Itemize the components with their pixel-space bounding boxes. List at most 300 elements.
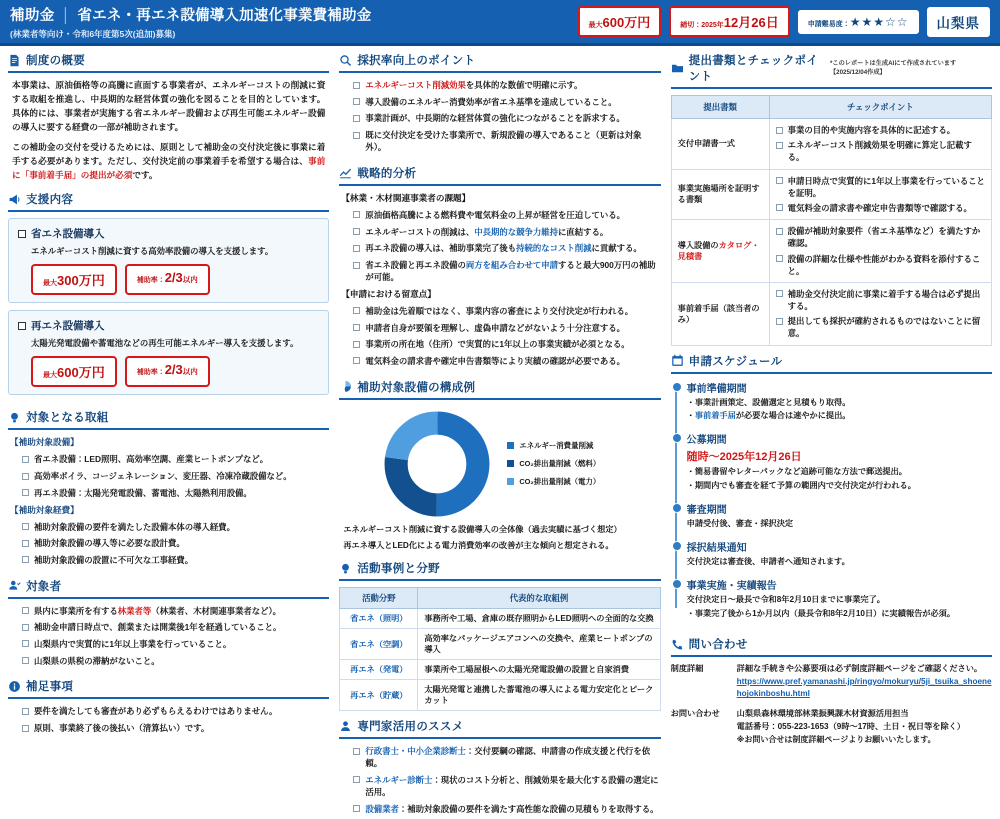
list-item xyxy=(353,803,660,815)
group-label-challenges: 【林業・木材関連事業者の課題】 xyxy=(341,192,471,203)
list-item-text: 山梨県の県税の滞納がないこと。 xyxy=(34,655,160,666)
cell-document-name: 事業実施場所を証明する書類 xyxy=(671,169,769,220)
checkbox-icon xyxy=(18,230,26,238)
cell-document-name: 事前着手届（該当者のみ） xyxy=(671,282,769,345)
list-item xyxy=(22,655,329,667)
overview-p2-highlight: 事前に「事前着手届」の提出が必須 xyxy=(12,155,326,180)
support-item-energy-saving xyxy=(8,218,329,303)
checkbox-icon xyxy=(776,228,783,235)
donut-svg xyxy=(383,410,491,518)
legend-swatch xyxy=(507,442,514,449)
section-title: 補助対象設備の構成例 xyxy=(357,381,476,394)
support-item-title: 再エネ設備導入 xyxy=(31,320,105,333)
list-item-text: 原則、事業終了後の後払い（清算払い）です。 xyxy=(34,723,210,734)
deadline-badge xyxy=(669,6,790,37)
list-item xyxy=(353,774,660,798)
lightbulb-icon xyxy=(8,411,21,424)
text-highlight: エネルギーコスト削減効果 xyxy=(365,80,466,90)
text-post: を具体的な数値で明確に示す。 xyxy=(465,80,583,90)
section-title: 対象者 xyxy=(26,580,62,593)
legend-label: CO₂排出量削減（燃料） xyxy=(519,459,601,469)
pill-value: 300万円 xyxy=(57,273,105,289)
middle-column xyxy=(339,52,660,814)
text-pre: 省エネ設備と再エネ設備の xyxy=(365,260,466,270)
overview-p2-lead: この補助金の交付を受けるためには、原則として補助金の交付決定後に事業に着手する必要があります。ただし、交付決定前の事業着手を希望する場合は、 xyxy=(12,141,326,166)
overview-p2-tail: です。 xyxy=(132,169,158,180)
cell-document-name xyxy=(671,220,769,283)
checkbox-icon xyxy=(776,255,783,262)
list-item-text: 山梨県内で実質的に1年以上事業を行っていること。 xyxy=(34,638,232,649)
checkbox-icon xyxy=(776,318,783,325)
content-columns xyxy=(0,46,1000,814)
cell-field: 再エネ（貯蔵） xyxy=(340,680,418,711)
text-post: に直結する。 xyxy=(557,226,609,237)
list-item-text: 申請者自身が要領を理解し、虚偽申請などがないよう十分注意する。 xyxy=(365,322,625,333)
eligible-equipment-list xyxy=(8,453,329,499)
group-label-expenses: 【補助対象経費】 xyxy=(10,504,79,515)
list-item-text: 補助対象設備の導入等に必要な設計費。 xyxy=(34,538,185,549)
program-detail-link[interactable]: https://www.pref.yamanashi.jp/ringyo/mokuryu/5ji_tsuika_shoenehojokinboshu.html xyxy=(736,676,992,699)
list-item-text: 補助対象設備の設置に不可欠な工事経費。 xyxy=(34,554,194,565)
checkbox-icon xyxy=(776,204,783,211)
list-item-text: 要件を満たしても審査があり必ずもらえるわけではありません。 xyxy=(34,706,278,717)
list-item xyxy=(22,470,329,482)
column-header-field: 活動分野 xyxy=(340,588,418,609)
group-label-notes: 【申請における留意点】 xyxy=(341,288,436,299)
text-post: すると最大900万円の補助が可能。 xyxy=(365,260,656,283)
experts-list xyxy=(339,745,660,815)
section-targets xyxy=(8,578,329,672)
column-header-checkpoint: チェックポイント xyxy=(769,96,991,119)
text-pre: 県内に事業所を有する xyxy=(34,605,118,616)
checkpoint-text: 設備が補助対象要件（省エネ基準など）を満たすか確認。 xyxy=(787,226,981,249)
checkbox-icon xyxy=(22,624,29,631)
pill-label: 最大 xyxy=(43,372,57,380)
left-column xyxy=(8,52,329,734)
deadline-value: 12月26日 xyxy=(723,15,779,30)
text-post: （林業者、木材関連事業者など）。 xyxy=(151,605,282,616)
checkbox-icon xyxy=(22,708,29,715)
checkbox-icon xyxy=(22,725,29,732)
list-item-text: 補助金申請日時点で、創業または開業後1年を経過していること。 xyxy=(34,622,282,633)
support-item-desc: エネルギーコスト削減に資する高効率設備の導入を支援します。 xyxy=(31,246,274,257)
legend-label: CO₂排出量削減（電力） xyxy=(519,477,601,487)
page-title: 省エネ・再エネ設備導入加速化事業費補助金 xyxy=(77,7,372,24)
calendar-icon xyxy=(671,354,684,367)
list-item xyxy=(22,537,329,549)
checkbox-icon xyxy=(353,805,360,812)
checkbox-icon xyxy=(22,540,29,547)
checkbox-icon xyxy=(776,177,783,184)
list-item-text xyxy=(365,745,660,769)
list-item xyxy=(353,79,660,91)
text-highlight: カタログ・見積書 xyxy=(677,241,760,261)
supplement-list xyxy=(8,705,329,734)
checkbox-icon xyxy=(18,322,26,330)
timeline-line: 交付決定日〜最長で令和8年2月10日までに事業完了。 xyxy=(686,595,885,605)
ai-generated-note: *このレポートは生成AIにて作成されています【2025/12/04作成】 xyxy=(829,60,957,76)
list-item-text xyxy=(365,803,660,815)
contact-row-inquiry xyxy=(671,708,992,746)
max-amount-badge xyxy=(578,6,662,37)
cell-field: 省エネ（空調） xyxy=(340,629,418,660)
list-item xyxy=(22,705,329,717)
table-header-row xyxy=(340,588,660,609)
checkbox-icon xyxy=(353,98,360,105)
timeline-line: ・事業完了後から1か月以内（最長令和8年2月10日）に実績報告が必須。 xyxy=(686,608,956,618)
checkpoint-text: エネルギーコスト削減効果を明確に算定し記載する。 xyxy=(787,140,972,163)
contact-label: 制度詳細 xyxy=(670,664,704,673)
timeline-item-application-period xyxy=(687,431,992,492)
list-item xyxy=(22,722,329,734)
text-post: ：補助対象設備の要件を満たす高性能な設備の見積もりを取得する。 xyxy=(398,803,659,814)
difficulty-badge xyxy=(798,10,919,34)
section-experts xyxy=(339,718,660,819)
support-rate-pill xyxy=(125,356,210,387)
checkpoint-text: 事業の目的や実施内容を具体的に記述する。 xyxy=(787,125,956,135)
legend-item xyxy=(507,440,600,451)
checkbox-icon xyxy=(353,132,360,139)
checkpoint-item xyxy=(776,175,985,199)
timeline-item-result-notice xyxy=(687,539,992,568)
list-item-text: 再エネ設備：太陽光発電設備、蓄電池、太陽熱利用設備。 xyxy=(34,487,252,498)
checkpoint-text: 電気料金の請求書や確定申告書類等で確認する。 xyxy=(787,202,972,213)
cell-checkpoints xyxy=(769,282,991,345)
contact-value xyxy=(737,663,992,701)
section-strategy xyxy=(339,165,660,372)
section-title: 問い合わせ xyxy=(688,639,748,651)
table-row xyxy=(671,282,991,345)
checkbox-icon xyxy=(353,324,360,331)
list-item-text: 補助金は先着順ではなく、事業内容の審査により交付決定が行われる。 xyxy=(365,305,634,316)
timeline-line: 申請受付後、審査・採択決定 xyxy=(686,518,794,528)
section-title: 活動事例と分野 xyxy=(357,563,440,576)
checkbox-icon xyxy=(353,341,360,348)
section-title: 補足事項 xyxy=(26,681,74,694)
text-highlight: 林業者等 xyxy=(117,605,152,616)
list-item xyxy=(353,242,660,254)
text-highlight: 行政書士・中小企業診断士 xyxy=(365,746,466,757)
checkbox-icon xyxy=(353,776,360,783)
checkpoint-item xyxy=(776,288,985,312)
section-documents xyxy=(671,52,992,346)
page-header xyxy=(0,0,1000,46)
checkpoint-item xyxy=(776,253,985,277)
timeline-line: ・簡易書留やレターパックなど追跡可能な方法で郵送提出。 xyxy=(686,467,907,477)
checkbox-icon xyxy=(22,657,29,664)
table-row xyxy=(671,169,991,220)
list-item-text: 補助対象設備の要件を満たした設備本体の導入経費。 xyxy=(34,521,235,532)
activities-table xyxy=(339,587,660,711)
text-highlight: 設備業者 xyxy=(365,803,399,814)
list-item-text xyxy=(365,242,660,254)
pill-label: 補助率： xyxy=(136,369,165,377)
pie-chart-icon xyxy=(339,380,352,393)
list-item-text: 事業所の所在地（住所）で実質的に1年以上の事業実績が必須となる。 xyxy=(365,339,630,350)
cell-example: 高効率なパッケージエアコンへの交換や、産業ヒートポンプの導入 xyxy=(418,629,660,660)
targets-list xyxy=(8,605,329,667)
section-title: 制度の概要 xyxy=(26,55,85,67)
lightbulb-icon xyxy=(339,562,352,575)
list-item xyxy=(353,112,660,124)
adoption-points-list xyxy=(339,79,660,153)
pill-value: 600万円 xyxy=(57,365,105,381)
timeline-item-implementation xyxy=(687,577,992,620)
contact-organization: 山梨県森林環境部林業振興課木材資源活用担当 xyxy=(736,709,909,719)
overview-paragraph-1: 本事業は、原油価格等の高騰に直面する事業者が、エネルギーコストの削減に資する取組を推進し、中長期的な経営体質の強化を図ることを目的としています。具体的には、事業者が実施する省エネルギー設備および再生可能エネルギー設備の導入に要する経費の一部が補助されます。 xyxy=(12,80,326,132)
checkpoint-item xyxy=(776,139,985,163)
checkpoint-item xyxy=(776,225,985,249)
section-adoption-points xyxy=(339,52,660,158)
text-pre: 再エネ設備の導入は、補助事業完了後も xyxy=(365,243,517,254)
list-item-text xyxy=(365,79,660,91)
checkbox-icon xyxy=(22,607,29,614)
table-row xyxy=(671,119,991,170)
phone-icon xyxy=(671,638,684,651)
checkbox-icon xyxy=(353,357,360,364)
support-item-desc: 太陽光発電設備や蓄電池などの再生可能エネルギー導入を支援します。 xyxy=(31,338,299,349)
donut-slice-2 xyxy=(396,423,478,505)
person-icon xyxy=(8,579,21,592)
text-post: に貢献する。 xyxy=(591,243,642,254)
section-supplement xyxy=(8,678,329,738)
list-item xyxy=(353,322,660,334)
support-max-pill xyxy=(31,264,117,295)
contact-description: 詳細な手続きや公募要項は必ず制度詳細ページをご確認ください。 xyxy=(736,664,983,673)
chart-note-line-2: 再エネ導入とLED化による電力消費効率の改善が主な傾向と想定される。 xyxy=(343,541,614,551)
section-composition-chart xyxy=(339,379,660,553)
cell-example: 事務所や工場、倉庫の既存照明からLED照明への全面的な交換 xyxy=(418,609,660,629)
max-amount-value: 600万円 xyxy=(602,15,651,30)
list-item xyxy=(22,621,329,633)
timeline-item-review xyxy=(687,501,992,530)
section-support xyxy=(8,191,329,402)
list-item-text xyxy=(365,226,660,238)
checkbox-icon xyxy=(353,228,360,235)
contact-row-details xyxy=(671,663,992,701)
checkpoint-item xyxy=(776,124,985,136)
text-post: ：現状のコスト分析と、削減効果を最大化する設備の選定に活用。 xyxy=(365,774,659,798)
list-item-text: 導入設備のエネルギー消費効率が省エネ基準を達成していること。 xyxy=(365,96,617,107)
cell-checkpoints xyxy=(769,169,991,220)
list-item-text: 省エネ設備：LED照明、高効率空調、産業ヒートポンプなど。 xyxy=(34,454,269,465)
checkpoint-item xyxy=(776,315,985,339)
subsidy-kind-label: 補助金 xyxy=(10,7,55,24)
checkbox-icon xyxy=(22,640,29,647)
checkpoint-text: 設備の詳細な仕様や性能がわかる資料を添付すること。 xyxy=(787,253,981,276)
checkbox-icon xyxy=(22,556,29,563)
contact-telephone: 電話番号：055-223-1653（9時〜17時、土日・祝日等を除く） xyxy=(736,721,966,731)
checkbox-icon xyxy=(353,82,360,89)
list-item xyxy=(22,605,329,617)
group-label-equipment: 【補助対象設備】 xyxy=(10,437,79,448)
eligible-expenses-list xyxy=(8,521,329,567)
section-title: 戦略的分析 xyxy=(357,167,417,180)
legend-swatch xyxy=(507,478,514,485)
timeline-line: 交付決定は審査後、申請者へ通知されます。 xyxy=(686,557,850,567)
section-overview xyxy=(8,52,329,184)
timeline-period: 随時〜2025年12月26日 xyxy=(686,451,802,464)
pill-value: 2/3 xyxy=(164,362,183,378)
document-icon xyxy=(8,54,21,67)
section-title: 提出書類とチェックポイント xyxy=(688,55,819,83)
cell-example: 太陽光発電と連携した蓄電池の導入による電力安定化とピークカット xyxy=(418,680,660,711)
checkbox-icon xyxy=(353,245,360,252)
support-item-title: 省エネ設備導入 xyxy=(31,228,105,241)
documents-table xyxy=(671,95,992,346)
table-row xyxy=(340,660,660,680)
list-item xyxy=(22,521,329,533)
list-item-text: 電気料金の請求書や確定申告書類等により実績の確認が必要である。 xyxy=(365,355,625,366)
checkbox-icon xyxy=(353,115,360,122)
list-item xyxy=(22,487,329,499)
list-item xyxy=(22,453,329,465)
table-row xyxy=(340,609,660,629)
prefecture-badge xyxy=(927,7,991,37)
checkpoint-item xyxy=(776,202,985,214)
cell-example: 事業所や工場屋根への太陽光発電設備の設置と自家消費 xyxy=(418,660,660,680)
legend-swatch xyxy=(507,460,514,467)
checkbox-icon xyxy=(22,456,29,463)
section-title: 申請スケジュール xyxy=(688,355,783,368)
section-title: 採択率向上のポイント xyxy=(357,55,476,67)
header-badges xyxy=(578,6,991,37)
pill-suffix: 以内 xyxy=(182,275,198,285)
list-item-text: 原油価格高騰による燃料費や電気料金の上昇が経営を圧迫している。 xyxy=(365,209,625,220)
max-amount-label: 最大 xyxy=(588,22,603,29)
pill-label: 最大 xyxy=(43,280,57,288)
section-contact xyxy=(671,636,992,753)
expert-person-icon xyxy=(339,720,352,733)
list-item xyxy=(353,209,660,221)
timeline-title: 採択結果通知 xyxy=(686,543,747,555)
timeline-title: 事前準備期間 xyxy=(686,383,747,395)
timeline-item-preparation xyxy=(687,380,992,423)
section-activities xyxy=(339,560,660,711)
legend-label: エネルギー消費量削減 xyxy=(519,441,594,451)
overview-paragraph-2 xyxy=(8,141,329,183)
text-highlight: 両方を組み合わせて申請 xyxy=(465,260,558,270)
section-title: 対象となる取組 xyxy=(26,412,109,425)
timeline-title: 審査期間 xyxy=(686,504,727,516)
checkpoint-text: 申請日時点で実質的に1年以上事業を行っていることを証明。 xyxy=(787,175,985,198)
checkbox-icon xyxy=(22,489,29,496)
table-row xyxy=(340,680,660,711)
checkbox-icon xyxy=(22,473,29,480)
contact-note: ※お問い合せは制度詳細ページよりお願いいたします。 xyxy=(736,734,936,744)
donut-chart xyxy=(339,406,660,520)
support-max-pill xyxy=(31,356,117,387)
cell-field: 省エネ（照明） xyxy=(340,609,418,629)
text-pre: ・ xyxy=(686,410,695,420)
strategy-challenges-list xyxy=(339,209,660,283)
right-column xyxy=(670,52,992,744)
list-item xyxy=(22,638,329,650)
cell-checkpoints xyxy=(769,220,991,283)
pill-label: 補助率： xyxy=(136,277,165,285)
section-title: 支援内容 xyxy=(26,194,74,207)
column-header-example: 代表的な取組例 xyxy=(418,588,660,609)
list-item-text: 高効率ボイラ、コージェネレーション、変圧器、冷凍冷蔵設備など。 xyxy=(34,471,292,482)
table-header-row xyxy=(671,96,991,119)
search-icon xyxy=(339,54,352,67)
text-post: が必要な場合は速やかに提出。 xyxy=(735,410,851,420)
contact-label: お問い合わせ xyxy=(670,709,720,719)
timeline-title: 公募期間 xyxy=(686,435,727,447)
support-rate-pill xyxy=(125,264,210,295)
checkbox-icon xyxy=(776,142,783,149)
checkbox-icon xyxy=(776,127,783,134)
difficulty-stars: ★★★☆☆ xyxy=(849,14,909,29)
checkbox-icon xyxy=(22,523,29,530)
table-row xyxy=(340,629,660,660)
list-item xyxy=(353,259,660,283)
checkbox-icon xyxy=(353,307,360,314)
chart-legend xyxy=(507,440,600,487)
checkbox-icon xyxy=(353,748,360,755)
column-header-document: 提出書類 xyxy=(671,96,769,119)
checkbox-icon xyxy=(353,211,360,218)
checkpoint-text: 提出しても採択が確約されるものではないことに留意。 xyxy=(787,316,981,339)
checkbox-icon xyxy=(353,262,360,269)
pill-suffix: 以内 xyxy=(182,367,198,377)
timeline-line xyxy=(687,410,992,422)
timeline-line: ・期間内でも審査を経て予算の範囲内で交付決定が行われる。 xyxy=(686,480,916,490)
list-item xyxy=(353,129,660,153)
checkbox-icon xyxy=(776,290,783,297)
title-separator: │ xyxy=(61,6,71,23)
page-subtitle: (林業者等向け・令和6年度第5次(追加)募集) xyxy=(10,28,176,39)
contact-value xyxy=(737,708,992,746)
cell-checkpoints xyxy=(769,119,991,170)
list-item xyxy=(353,226,660,238)
section-schedule xyxy=(671,353,992,629)
chart-note-line-1: エネルギーコスト削減に資する設備導入の全体像（過去実績に基づく想定） xyxy=(343,524,622,534)
schedule-timeline xyxy=(671,380,992,620)
list-item-text xyxy=(34,605,329,617)
deadline-label: 締切：2025年 xyxy=(680,22,724,29)
cell-field: 再エネ（発電） xyxy=(340,660,418,680)
text-highlight: エネルギー診断士 xyxy=(365,774,433,785)
folder-icon xyxy=(671,62,684,75)
list-item-text xyxy=(365,259,660,283)
list-item-text xyxy=(365,774,660,798)
chart-line-icon xyxy=(339,166,352,179)
timeline-title: 事業実施・実績報告 xyxy=(686,581,777,593)
cell-document-name: 交付申請書一式 xyxy=(671,119,769,170)
text-post: ：交付要綱の確認、申請書の作成支援と代行を依頼。 xyxy=(365,746,651,769)
strategy-notes-list xyxy=(339,305,660,367)
list-item-text: 既に交付決定を受けた事業所で、新規設備の導入であること（更新は対象外）。 xyxy=(365,130,642,153)
legend-item xyxy=(507,476,600,487)
support-item-renewable xyxy=(8,310,329,395)
pill-value: 2/3 xyxy=(164,270,183,286)
timeline-line: ・事業計画策定、設備選定と見積もり取得。 xyxy=(686,397,851,407)
legend-item xyxy=(507,458,600,469)
text-highlight: 中長期的な競争力維持 xyxy=(474,226,558,237)
text-pre: 導入設備の xyxy=(677,241,719,250)
section-title: 専門家活用のススメ xyxy=(357,721,464,734)
megaphone-icon xyxy=(8,193,21,206)
list-item xyxy=(353,96,660,108)
list-item-text: 事業計画が、中長期的な経営体質の強化につながることを訴求する。 xyxy=(365,113,625,124)
header-titles xyxy=(10,4,371,40)
list-item xyxy=(353,305,660,317)
text-pre: エネルギーコストの削減は、 xyxy=(365,226,475,237)
list-item xyxy=(353,745,660,769)
prefecture-name: 山梨県 xyxy=(936,15,980,31)
list-item xyxy=(353,338,660,350)
